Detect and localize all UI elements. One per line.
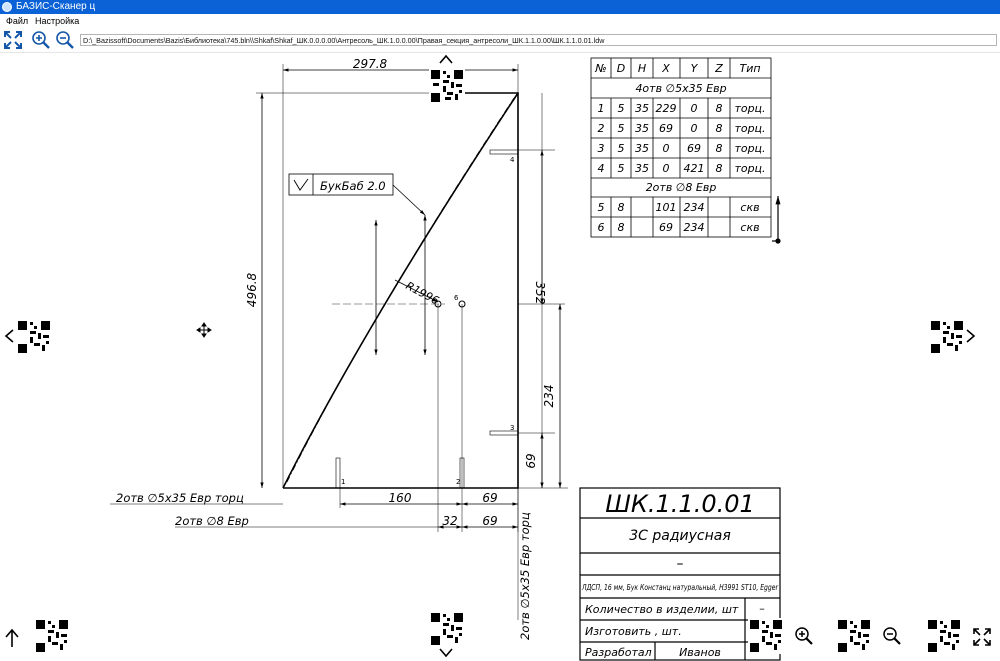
hole-note-3: 2отв ∅5x35 Евр торц <box>518 512 532 640</box>
table-cell: 5 <box>617 162 625 175</box>
part-name: 3С радиусная <box>629 528 731 544</box>
table-cell: 2 <box>597 122 605 135</box>
path-field[interactable] <box>80 34 997 46</box>
zoom-out-icon[interactable] <box>55 30 75 50</box>
table-cell: 421 <box>683 162 705 175</box>
table-cell: 35 <box>635 122 649 135</box>
point-label: 2 <box>456 478 461 486</box>
table-cell: 5 <box>617 122 625 135</box>
table-header-cell: Y <box>690 62 698 75</box>
dim-352-text: 352 <box>533 281 547 305</box>
point-label: 6 <box>454 294 459 302</box>
qr-code-icon[interactable] <box>748 618 784 654</box>
table-cell: торц. <box>734 102 766 115</box>
table-cell: 229 <box>655 102 677 115</box>
table-cell: 5 <box>617 142 625 155</box>
arrow-right-icon[interactable] <box>966 329 976 343</box>
table-cell: 5 <box>617 102 625 115</box>
menu-file[interactable]: Файл <box>6 16 29 26</box>
point-label: 4 <box>510 156 515 164</box>
move-cursor-icon <box>197 323 211 337</box>
title-bar <box>0 0 1000 14</box>
hole-note-2: 2отв ∅8 Евр <box>175 514 249 528</box>
qr-code-icon[interactable] <box>926 618 962 654</box>
fit-screen-icon[interactable] <box>3 30 23 50</box>
table-cell: 8 <box>715 102 723 115</box>
table-cell: 69 <box>659 221 673 234</box>
zoom-in-icon[interactable] <box>31 30 51 50</box>
qr-code-icon[interactable] <box>929 319 965 355</box>
table-cell: 234 <box>683 221 705 234</box>
dim-height-text: 496.8 <box>245 272 259 308</box>
drawing-canvas[interactable] <box>0 53 1000 661</box>
table-cell: 69 <box>687 142 701 155</box>
radius-text: R1996 <box>403 279 442 308</box>
arrow-up-icon[interactable] <box>439 54 453 64</box>
table-cell: 0 <box>690 102 698 115</box>
table-cell: 5 <box>597 201 605 214</box>
table-cell: 234 <box>683 201 705 214</box>
table-cell: 69 <box>659 122 673 135</box>
qr-code-icon[interactable] <box>16 319 52 355</box>
table-cell: 0 <box>662 162 670 175</box>
qty-label: Количество в изделии, шт <box>585 603 739 616</box>
arrow-up-long-icon[interactable] <box>4 628 20 648</box>
window-title: БАЗИС-Сканер ц <box>16 1 96 12</box>
make-label: Изготовить , шт. <box>585 625 682 638</box>
dim-69-bottom-text: 69 <box>482 491 498 505</box>
qty-value: – <box>759 602 765 615</box>
app-icon <box>2 2 12 12</box>
table-cell: торц. <box>734 162 766 175</box>
table-cell: 8 <box>715 122 723 135</box>
qr-code-icon[interactable] <box>429 611 465 647</box>
table-group-row: 4отв ∅5x35 Евр <box>635 82 727 95</box>
point-label: 3 <box>510 424 515 432</box>
table-cell: торц. <box>734 122 766 135</box>
table-cell: 4 <box>597 162 605 175</box>
arrow-down-icon[interactable] <box>439 648 453 658</box>
table-cell: 35 <box>635 102 649 115</box>
menu-settings[interactable]: Настройка <box>35 16 80 26</box>
point-label: 1 <box>341 478 346 486</box>
table-group-row: 2отв ∅8 Евр <box>645 181 717 194</box>
developer-name: Иванов <box>679 646 721 659</box>
table-header-cell: Z <box>715 62 723 75</box>
table-cell: 3 <box>597 142 605 155</box>
table-header-cell: X <box>662 62 670 75</box>
table-cell: 8 <box>617 201 625 214</box>
hole-note-1: 2отв ∅5x35 Евр торц <box>116 491 244 505</box>
material-callout-text: БукБаб 2.0 <box>320 179 386 193</box>
table-header-cell: № <box>595 62 607 75</box>
table-cell: 8 <box>715 162 723 175</box>
qr-code-icon[interactable] <box>34 618 70 654</box>
part-code: ШК.1.1.0.01 <box>605 490 755 518</box>
axis-marker <box>772 196 780 243</box>
zoom-in-icon[interactable] <box>794 626 814 646</box>
table-header-cell: H <box>637 62 647 75</box>
table-cell: 8 <box>715 142 723 155</box>
fit-screen-icon[interactable] <box>972 627 992 647</box>
table-cell: скв <box>740 201 760 214</box>
part-dash: – <box>676 556 684 572</box>
dim-32-text: 32 <box>442 514 458 528</box>
arrow-left-icon[interactable] <box>4 329 14 343</box>
dim-234-text: 234 <box>542 384 556 408</box>
table-header-cell: Тип <box>739 62 761 75</box>
table-cell: 35 <box>635 162 649 175</box>
table-cell: скв <box>740 221 760 234</box>
dim-160-text: 160 <box>388 491 412 505</box>
part-outline <box>283 93 518 488</box>
table-cell: торц. <box>734 142 766 155</box>
qr-code-icon[interactable] <box>429 68 465 104</box>
table-cell: 6 <box>597 221 605 234</box>
table-cell: 0 <box>662 142 670 155</box>
dim-top-text: 297.8 <box>352 57 388 71</box>
table-cell: 101 <box>655 201 677 214</box>
table-header-cell: D <box>616 62 626 75</box>
table-cell: 1 <box>597 102 605 115</box>
zoom-out-icon[interactable] <box>882 626 902 646</box>
part-material: ЛДСП, 16 мм, Бук Констанц натуральный, Н3991 ST10, Egger <box>581 583 779 592</box>
qr-code-icon[interactable] <box>836 618 872 654</box>
dim-69-bottom2-text: 69 <box>482 514 498 528</box>
table-cell: 35 <box>635 142 649 155</box>
table-cell: 0 <box>690 122 698 135</box>
table-cell: 8 <box>617 221 625 234</box>
developer-label: Разработал <box>585 646 652 659</box>
menu-bar <box>0 14 1000 28</box>
dim-69-right-text: 69 <box>524 453 538 469</box>
